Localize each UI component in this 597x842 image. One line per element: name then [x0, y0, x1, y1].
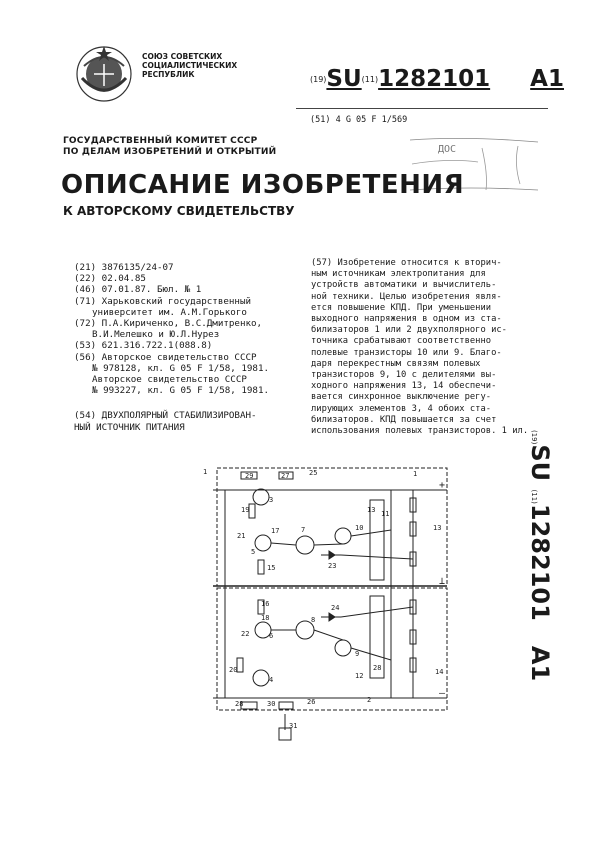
svg-text:4: 4	[269, 676, 274, 684]
abstract: (57) Изобретение относится к вторич- ным источникам электропитания для устройств автоматики и вычислитель- ной техники. Целью изобретения явля- ется повышение КПД. При уменьшении выходного напряжения в одном из ста- билизаторов 1 или 2 двухполярного ис- точника срабатывают соответственно полевые транзисторы 10 или 9. Благо- даря перекрестным связям полевых транзисторов 9, 10 с делителями вы- ходного напряжения 13, 14 обеспечи- вается синхронное выключение регу- лирующих элементов 3, 4 обоих ста- билизаторов. КПД повышается за счет использования полевых транзисторов. 1 ил.	[311, 258, 529, 437]
svg-text:13: 13	[433, 524, 442, 532]
svg-text:31: 31	[289, 722, 298, 730]
svg-text:10: 10	[355, 524, 364, 532]
org-name: СОЮЗ СОВЕТСКИХ СОЦИАЛИСТИЧЕСКИХ РЕСПУБЛИК	[142, 52, 238, 79]
svg-text:30: 30	[267, 700, 276, 708]
svg-text:27: 27	[281, 472, 290, 480]
svg-text:26: 26	[307, 698, 316, 706]
svg-text:21: 21	[237, 532, 246, 540]
circuit-diagram	[195, 460, 460, 745]
bibliographic-data: (21) 3876135/24-07 (22) 02.04.85 (46) 07.01.87. Бюл. № 1 (71) Харьковский государственный университет им. А.М.Горького (72) П.А.Кириченко, В.С.Дмитренко, В.И.Мелешко и Ю.Л.Нурез (53) 621.316.722.1(088.8) (56) Авторское свидетельство СССР № 978128, кл. G 05 F 1/58, 1981. Авторское свидетельство СССР № 993227, кл. G 05 F 1/58, 1981. (54) ДВУХПОЛЯРНЫЙ СТАБИЛИЗИРОВАН- НЫЙ ИСТОЧНИК ПИТАНИЯ	[74, 262, 296, 433]
svg-text:15: 15	[267, 564, 276, 572]
svg-text:13: 13	[367, 506, 376, 514]
svg-text:24: 24	[331, 604, 340, 612]
committee: ГОСУДАРСТВЕННЫЙ КОМИТЕТ СССР ПО ДЕЛАМ ИЗОБРЕТЕНИЙ И ОТКРЫТИЙ	[63, 136, 277, 157]
svg-text:25: 25	[309, 469, 318, 477]
svg-text:16: 16	[261, 600, 270, 608]
diagram-label: 2	[367, 696, 372, 704]
svg-text:+: +	[439, 480, 446, 491]
svg-text:22: 22	[241, 630, 250, 638]
svg-text:28: 28	[235, 700, 244, 708]
diagram-label: 1	[413, 470, 418, 478]
state-emblem	[74, 44, 134, 104]
svg-text:28: 28	[373, 664, 382, 672]
svg-text:20: 20	[229, 666, 238, 674]
svg-text:17: 17	[271, 527, 280, 535]
svg-text:12: 12	[355, 672, 364, 680]
svg-text:29: 29	[245, 472, 254, 480]
diagram-label: 1	[203, 468, 208, 476]
patent-number: (19)SU(11)1282101 A1	[310, 66, 564, 92]
svg-text:23: 23	[328, 562, 337, 570]
svg-text:7: 7	[301, 526, 306, 534]
svg-text:11: 11	[381, 510, 390, 518]
document-subtitle: К АВТОРСКОМУ СВИДЕТЕЛЬСТВУ	[63, 204, 295, 218]
svg-text:18: 18	[261, 614, 270, 622]
library-stamp: ДОС	[408, 134, 540, 194]
svg-text:⊥: ⊥	[439, 576, 446, 587]
svg-text:19: 19	[241, 506, 250, 514]
invention-title: (54) ДВУХПОЛЯРНЫЙ СТАБИЛИЗИРОВАН-	[74, 410, 257, 422]
svg-text:14: 14	[435, 668, 444, 676]
document-title: ОПИСАНИЕ ИЗОБРЕТЕНИЯ	[61, 170, 465, 200]
svg-text:6: 6	[269, 632, 274, 640]
divider	[296, 108, 548, 109]
svg-text:5: 5	[251, 548, 256, 556]
svg-text:8: 8	[311, 616, 316, 624]
svg-text:–: –	[439, 688, 446, 699]
svg-text:9: 9	[355, 650, 360, 658]
side-patent-number: (19)SU (11)1282101 A1	[526, 430, 554, 682]
svg-text:3: 3	[269, 496, 274, 504]
ipc-code: (51) 4 G 05 F 1/569	[310, 115, 408, 125]
